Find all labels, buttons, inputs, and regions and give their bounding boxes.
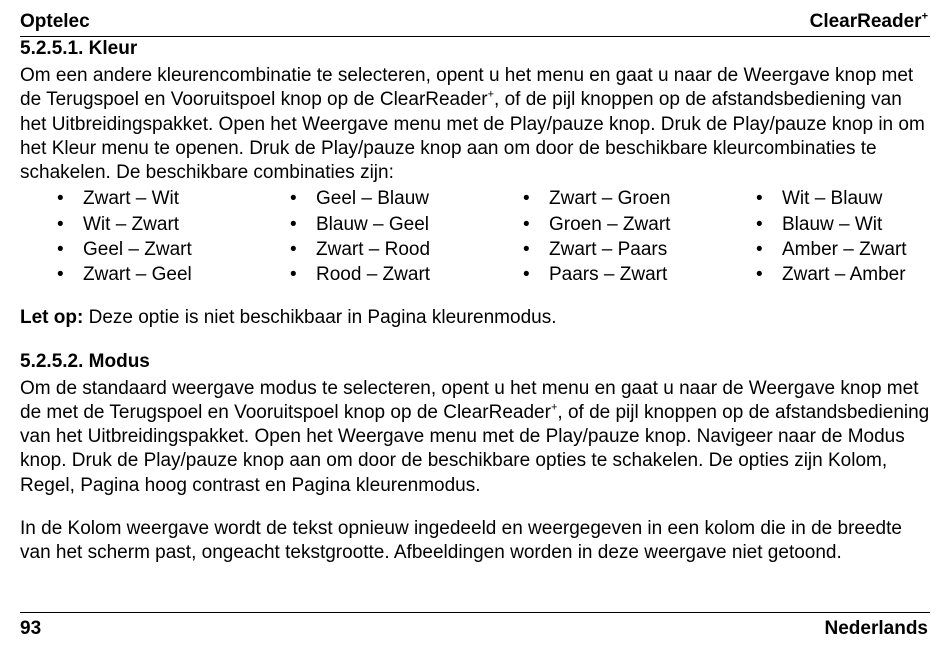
list-item <box>719 186 919 211</box>
list-item-label: Zwart – Paars <box>549 238 668 260</box>
list-item <box>253 237 486 262</box>
kleur-paragraph-sup: + <box>487 89 495 102</box>
list-item <box>719 212 919 237</box>
page-body <box>20 37 930 565</box>
list-item <box>20 212 253 237</box>
bullet-icon: • <box>756 213 763 235</box>
page-number: 93 <box>20 618 42 639</box>
color-column-2 <box>253 186 486 287</box>
header-product-name: ClearReader <box>809 11 922 32</box>
bullet-icon: • <box>290 213 297 235</box>
list-item-label: Amber – Zwart <box>782 238 907 260</box>
list-item <box>253 212 486 237</box>
modus-paragraph-part-b: , of de pijl knoppen op de afstandsbediening van het Uitbreidingspakket. Open het Weergave menu met de Play/pauze knop. Navigeer naar de Modus knop. Druk de Play/pauze knop aan om door de beschikbare opties te schakelen. De opties zijn Kolom, Regel, Pagina hoog contrast en Pagina kleurenmodus. <box>20 402 930 496</box>
bullet-icon: • <box>523 213 530 235</box>
page-header <box>20 8 930 37</box>
color-column-1 <box>20 186 253 287</box>
list-item <box>486 212 719 237</box>
list-item-label: Zwart – Rood <box>316 238 431 260</box>
list-item-label: Blauw – Geel <box>316 213 430 235</box>
list-item-label: Paars – Zwart <box>549 264 668 286</box>
list-item <box>253 262 486 287</box>
list-item <box>719 237 919 262</box>
bullet-icon: • <box>57 188 64 210</box>
list-item <box>20 186 253 211</box>
list-item-label: Rood – Zwart <box>316 264 431 286</box>
header-product-sup: + <box>921 10 928 23</box>
list-item-label: Groen – Zwart <box>549 213 671 235</box>
list-item-label: Geel – Zwart <box>83 238 192 260</box>
list-item-label: Zwart – Geel <box>83 264 192 286</box>
list-item <box>719 262 919 287</box>
section-kleur-title: 5.2.5.1. Kleur <box>20 38 138 59</box>
header-product <box>810 9 928 35</box>
list-item <box>486 237 719 262</box>
kleur-note <box>20 306 930 330</box>
bullet-icon: • <box>290 238 297 260</box>
bullet-icon: • <box>290 264 297 286</box>
note-label: Let op: <box>20 307 84 329</box>
bullet-icon: • <box>756 238 763 260</box>
color-column-4 <box>719 186 919 287</box>
list-item-label: Zwart – Wit <box>83 188 180 210</box>
bullet-icon: • <box>57 238 64 260</box>
bullet-icon: • <box>57 264 64 286</box>
list-item <box>253 186 486 211</box>
list-item-label: Blauw – Wit <box>782 213 883 235</box>
color-column-3 <box>486 186 719 287</box>
bullet-icon: • <box>523 264 530 286</box>
list-item <box>20 262 253 287</box>
section-modus-title: 5.2.5.2. Modus <box>20 350 150 372</box>
list-item-label: Geel – Blauw <box>316 188 430 210</box>
bullet-icon: • <box>523 238 530 260</box>
list-item-label: Zwart – Groen <box>549 188 671 210</box>
list-item-label: Wit – Zwart <box>83 213 180 235</box>
footer-language: Nederlands <box>824 618 928 639</box>
section-modus-paragraph-2: In de Kolom weergave wordt de tekst opnieuw ingedeeld en weergegeven in een kolom die in de breedte van het scherm past, ongeacht tekstgrootte. Afbeeldingen worden in deze weergave niet getoond. <box>20 517 902 564</box>
kleur-paragraph-part-a: Om een andere kleurencombinatie te selecteren, opent u het menu en gaat u naar de Weergave knop met de Terugspoel en Vooruitspoel knop op de ClearReader <box>20 65 914 111</box>
section-kleur-paragraph <box>20 64 930 185</box>
bullet-icon: • <box>756 188 763 210</box>
document-page <box>20 0 930 646</box>
page-footer <box>20 612 930 639</box>
section-modus-paragraph-1 <box>20 377 930 498</box>
modus-paragraph-sup: + <box>550 401 558 414</box>
bullet-icon: • <box>57 213 64 235</box>
list-item <box>20 237 253 262</box>
bullet-icon: • <box>290 188 297 210</box>
note-text: Deze optie is niet beschikbaar in Pagina kleurenmodus. <box>83 307 557 329</box>
color-combination-list <box>20 186 930 287</box>
kleur-paragraph-part-b: , of de pijl knoppen op de afstandsbediening van het Uitbreidingspakket. Open het Weergave menu met de Play/pauze knop. Druk de Play/pauze knop in om het Kleur menu te openen. Druk de Play/pauze knop aan om door de beschikbare kleurcombinaties te schakelen. De beschikbare combinaties zijn: <box>20 89 925 184</box>
bullet-icon: • <box>756 264 763 286</box>
list-item-label: Zwart – Amber <box>782 264 906 286</box>
header-brand: Optelec <box>20 11 90 32</box>
list-item <box>486 186 719 211</box>
list-item-label: Wit – Blauw <box>782 188 883 210</box>
list-item <box>486 262 719 287</box>
modus-paragraph-part-a: Om de standaard weergave modus te selecteren, opent u het menu en gaat u naar de Weergave knop met de met de Terugspoel en Vooruitspoel knop op de ClearReader <box>20 377 919 424</box>
bullet-icon: • <box>523 188 530 210</box>
